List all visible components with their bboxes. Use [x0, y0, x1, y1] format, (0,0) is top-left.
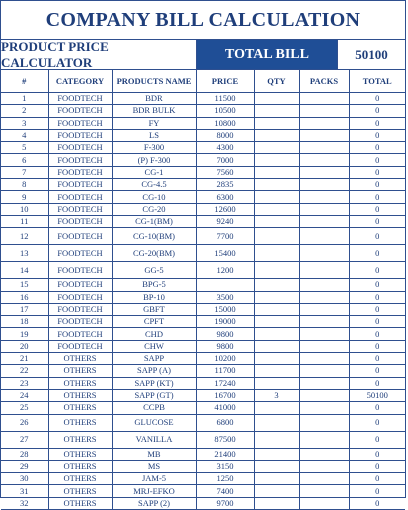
table-row: [1, 303, 405, 315]
cell-qty[interactable]: [254, 448, 299, 460]
cell-category: FOODTECH: [48, 316, 112, 328]
cell-product-name: SAPP (2): [112, 497, 196, 509]
cell-total: 50100: [349, 389, 405, 401]
cell-qty[interactable]: [254, 166, 299, 178]
cell-number: 8: [1, 179, 48, 191]
cell-product-name: LS: [112, 129, 196, 141]
cell-product-name: (P) F-300: [112, 154, 196, 166]
cell-qty[interactable]: [254, 402, 299, 414]
cell-price[interactable]: 87500: [196, 431, 254, 448]
cell-product-name: JAM-5: [112, 473, 196, 485]
cell-total: 0: [349, 402, 405, 414]
cell-total: 0: [349, 291, 405, 303]
cell-category: OTHERS: [48, 431, 112, 448]
cell-total: 0: [349, 154, 405, 166]
table-row: [1, 448, 405, 460]
product-table: [1, 70, 405, 510]
cell-qty[interactable]: [254, 279, 299, 291]
cell-packs[interactable]: [299, 485, 349, 497]
cell-qty[interactable]: 3: [254, 389, 299, 401]
cell-packs[interactable]: [299, 377, 349, 389]
cell-qty[interactable]: [254, 105, 299, 117]
cell-number: 2: [1, 105, 48, 117]
table-row: [1, 328, 405, 340]
cell-total: 0: [349, 377, 405, 389]
cell-product-name: CHD: [112, 328, 196, 340]
cell-qty[interactable]: [254, 431, 299, 448]
cell-total: 0: [349, 448, 405, 460]
cell-qty[interactable]: [254, 340, 299, 352]
cell-product-name: SAPP (KT): [112, 377, 196, 389]
cell-packs[interactable]: [299, 154, 349, 166]
cell-price[interactable]: 6300: [196, 191, 254, 203]
cell-product-name: CG-10: [112, 191, 196, 203]
cell-number: 26: [1, 414, 48, 431]
cell-packs[interactable]: [299, 105, 349, 117]
table-row: [1, 215, 405, 227]
cell-category: FOODTECH: [48, 245, 112, 262]
cell-qty[interactable]: [254, 414, 299, 431]
table-row: [1, 262, 405, 279]
cell-product-name: CG-20: [112, 203, 196, 215]
header-qty: QTY: [254, 70, 299, 93]
cell-price[interactable]: 10800: [196, 117, 254, 129]
calculator-label: PRODUCT PRICE CALCULATOR: [1, 40, 197, 69]
cell-product-name: CHW: [112, 340, 196, 352]
cell-qty[interactable]: [254, 365, 299, 377]
cell-number: 4: [1, 129, 48, 141]
cell-category: OTHERS: [48, 365, 112, 377]
cell-packs[interactable]: [299, 279, 349, 291]
cell-qty[interactable]: [254, 191, 299, 203]
cell-category: FOODTECH: [48, 340, 112, 352]
cell-price[interactable]: 2835: [196, 179, 254, 191]
table-row: [1, 460, 405, 472]
cell-price[interactable]: 17240: [196, 377, 254, 389]
cell-number: 14: [1, 262, 48, 279]
cell-price[interactable]: 15400: [196, 245, 254, 262]
cell-total: 0: [349, 228, 405, 245]
cell-price[interactable]: 19000: [196, 316, 254, 328]
cell-qty[interactable]: [254, 291, 299, 303]
cell-number: 1: [1, 93, 48, 105]
header-price: PRICE: [196, 70, 254, 93]
cell-packs[interactable]: [299, 129, 349, 141]
cell-packs[interactable]: [299, 460, 349, 472]
cell-category: OTHERS: [48, 389, 112, 401]
cell-packs[interactable]: [299, 303, 349, 315]
table-header-row: [1, 70, 405, 93]
cell-category: OTHERS: [48, 377, 112, 389]
cell-qty[interactable]: [254, 377, 299, 389]
cell-number: 9: [1, 191, 48, 203]
cell-price[interactable]: [196, 279, 254, 291]
cell-qty[interactable]: [254, 497, 299, 509]
table-row: [1, 179, 405, 191]
cell-number: 20: [1, 340, 48, 352]
cell-category: OTHERS: [48, 485, 112, 497]
header-packs: PACKS: [299, 70, 349, 93]
cell-packs[interactable]: [299, 228, 349, 245]
cell-packs[interactable]: [299, 215, 349, 227]
cell-number: 16: [1, 291, 48, 303]
cell-packs[interactable]: [299, 179, 349, 191]
cell-packs[interactable]: [299, 365, 349, 377]
cell-packs[interactable]: [299, 414, 349, 431]
cell-product-name: CG-10(BM): [112, 228, 196, 245]
cell-qty[interactable]: [254, 485, 299, 497]
cell-category: FOODTECH: [48, 262, 112, 279]
cell-price[interactable]: 10500: [196, 105, 254, 117]
cell-total: 0: [349, 262, 405, 279]
cell-number: 11: [1, 215, 48, 227]
cell-number: 25: [1, 402, 48, 414]
cell-number: 28: [1, 448, 48, 460]
header-total: TOTAL: [349, 70, 405, 93]
cell-packs[interactable]: [299, 117, 349, 129]
cell-price[interactable]: 8000: [196, 129, 254, 141]
cell-qty[interactable]: [254, 460, 299, 472]
cell-number: 5: [1, 142, 48, 154]
table-row: [1, 402, 405, 414]
cell-product-name: CPFT: [112, 316, 196, 328]
cell-category: OTHERS: [48, 497, 112, 509]
cell-qty[interactable]: [254, 262, 299, 279]
cell-product-name: SAPP: [112, 353, 196, 365]
cell-qty[interactable]: [254, 142, 299, 154]
table-row: [1, 166, 405, 178]
cell-packs[interactable]: [299, 245, 349, 262]
summary-bar: [1, 40, 405, 70]
cell-category: FOODTECH: [48, 279, 112, 291]
cell-category: FOODTECH: [48, 291, 112, 303]
cell-product-name: VANILLA: [112, 431, 196, 448]
cell-packs[interactable]: [299, 431, 349, 448]
cell-number: 7: [1, 166, 48, 178]
cell-total: 0: [349, 473, 405, 485]
cell-total: 0: [349, 414, 405, 431]
table-row: [1, 365, 405, 377]
cell-total: 0: [349, 215, 405, 227]
cell-product-name: CCPB: [112, 402, 196, 414]
cell-category: OTHERS: [48, 353, 112, 365]
table-row: [1, 473, 405, 485]
cell-price[interactable]: 7400: [196, 485, 254, 497]
cell-price[interactable]: 3500: [196, 291, 254, 303]
cell-category: FOODTECH: [48, 228, 112, 245]
cell-category: FOODTECH: [48, 215, 112, 227]
cell-product-name: CG-1: [112, 166, 196, 178]
table-row: [1, 485, 405, 497]
table-row: [1, 105, 405, 117]
total-bill-label: TOTAL BILL: [197, 40, 337, 69]
cell-product-name: BP-10: [112, 291, 196, 303]
table-row: [1, 117, 405, 129]
cell-product-name: CG-4.5: [112, 179, 196, 191]
table-row: [1, 316, 405, 328]
cell-price[interactable]: 4300: [196, 142, 254, 154]
cell-qty[interactable]: [254, 93, 299, 105]
cell-category: FOODTECH: [48, 191, 112, 203]
cell-number: 31: [1, 485, 48, 497]
cell-packs[interactable]: [299, 191, 349, 203]
cell-product-name: SAPP (A): [112, 365, 196, 377]
cell-product-name: MB: [112, 448, 196, 460]
cell-qty[interactable]: [254, 179, 299, 191]
table-row: [1, 431, 405, 448]
cell-packs[interactable]: [299, 166, 349, 178]
cell-category: FOODTECH: [48, 179, 112, 191]
cell-category: FOODTECH: [48, 142, 112, 154]
cell-number: 12: [1, 228, 48, 245]
cell-packs[interactable]: [299, 262, 349, 279]
cell-packs[interactable]: [299, 328, 349, 340]
cell-packs[interactable]: [299, 142, 349, 154]
cell-number: 24: [1, 389, 48, 401]
cell-category: FOODTECH: [48, 129, 112, 141]
cell-packs[interactable]: [299, 402, 349, 414]
cell-category: OTHERS: [48, 448, 112, 460]
cell-price[interactable]: 9800: [196, 328, 254, 340]
cell-total: 0: [349, 203, 405, 215]
cell-category: FOODTECH: [48, 328, 112, 340]
cell-price[interactable]: 1250: [196, 473, 254, 485]
cell-number: 15: [1, 279, 48, 291]
table-row: [1, 93, 405, 105]
cell-price[interactable]: 11700: [196, 365, 254, 377]
cell-price[interactable]: 12600: [196, 203, 254, 215]
cell-price[interactable]: 7000: [196, 154, 254, 166]
cell-total: 0: [349, 431, 405, 448]
cell-qty[interactable]: [254, 117, 299, 129]
cell-packs[interactable]: [299, 473, 349, 485]
header-product-name: PRODUCTS NAME: [112, 70, 196, 93]
cell-number: 3: [1, 117, 48, 129]
cell-category: FOODTECH: [48, 117, 112, 129]
cell-price[interactable]: 10200: [196, 353, 254, 365]
cell-price[interactable]: 9240: [196, 215, 254, 227]
cell-price[interactable]: 16700: [196, 389, 254, 401]
cell-total: 0: [349, 93, 405, 105]
table-row: [1, 377, 405, 389]
cell-number: 13: [1, 245, 48, 262]
table-body: [1, 93, 405, 510]
cell-category: FOODTECH: [48, 154, 112, 166]
cell-product-name: CG-20(BM): [112, 245, 196, 262]
table-row: [1, 203, 405, 215]
cell-qty[interactable]: [254, 473, 299, 485]
cell-category: OTHERS: [48, 414, 112, 431]
header-category: CATEGORY: [48, 70, 112, 93]
cell-number: 29: [1, 460, 48, 472]
cell-packs[interactable]: [299, 448, 349, 460]
cell-number: 23: [1, 377, 48, 389]
cell-number: 6: [1, 154, 48, 166]
cell-product-name: MRJ-EFKO: [112, 485, 196, 497]
cell-number: 22: [1, 365, 48, 377]
cell-price[interactable]: 9800: [196, 340, 254, 352]
cell-total: 0: [349, 105, 405, 117]
cell-total: 0: [349, 303, 405, 315]
cell-qty[interactable]: [254, 154, 299, 166]
cell-total: 0: [349, 485, 405, 497]
cell-price[interactable]: 15000: [196, 303, 254, 315]
cell-qty[interactable]: [254, 203, 299, 215]
cell-number: 18: [1, 316, 48, 328]
table-row: [1, 291, 405, 303]
cell-qty[interactable]: [254, 353, 299, 365]
cell-product-name: BPG-5: [112, 279, 196, 291]
cell-price[interactable]: 41000: [196, 402, 254, 414]
cell-product-name: GG-5: [112, 262, 196, 279]
cell-category: OTHERS: [48, 460, 112, 472]
cell-packs[interactable]: [299, 497, 349, 509]
cell-number: 10: [1, 203, 48, 215]
cell-category: OTHERS: [48, 402, 112, 414]
cell-number: 17: [1, 303, 48, 315]
cell-category: FOODTECH: [48, 203, 112, 215]
cell-packs[interactable]: [299, 203, 349, 215]
cell-total: 0: [349, 191, 405, 203]
table-row: [1, 353, 405, 365]
header-number: #: [1, 70, 48, 93]
cell-product-name: MS: [112, 460, 196, 472]
cell-packs[interactable]: [299, 353, 349, 365]
cell-qty[interactable]: [254, 245, 299, 262]
table-row: [1, 414, 405, 431]
cell-price[interactable]: 9700: [196, 497, 254, 509]
cell-number: 27: [1, 431, 48, 448]
table-row: [1, 129, 405, 141]
cell-product-name: GBFT: [112, 303, 196, 315]
cell-category: FOODTECH: [48, 303, 112, 315]
cell-price[interactable]: 3150: [196, 460, 254, 472]
cell-qty[interactable]: [254, 316, 299, 328]
cell-category: FOODTECH: [48, 93, 112, 105]
cell-qty[interactable]: [254, 215, 299, 227]
cell-price[interactable]: 6800: [196, 414, 254, 431]
cell-number: 19: [1, 328, 48, 340]
cell-total: 0: [349, 166, 405, 178]
table-row: [1, 191, 405, 203]
cell-product-name: BDR: [112, 93, 196, 105]
cell-total: 0: [349, 316, 405, 328]
cell-total: 0: [349, 129, 405, 141]
cell-total: 0: [349, 353, 405, 365]
cell-price[interactable]: 21400: [196, 448, 254, 460]
cell-price[interactable]: 7700: [196, 228, 254, 245]
table-row: [1, 228, 405, 245]
cell-category: OTHERS: [48, 473, 112, 485]
table-row: [1, 245, 405, 262]
cell-qty[interactable]: [254, 303, 299, 315]
cell-category: FOODTECH: [48, 166, 112, 178]
cell-number: 21: [1, 353, 48, 365]
cell-product-name: BDR BULK: [112, 105, 196, 117]
cell-total: 0: [349, 279, 405, 291]
cell-price[interactable]: 1200: [196, 262, 254, 279]
cell-total: 0: [349, 142, 405, 154]
cell-total: 0: [349, 365, 405, 377]
cell-total: 0: [349, 497, 405, 509]
table-row: [1, 142, 405, 154]
cell-total: 0: [349, 328, 405, 340]
cell-total: 0: [349, 245, 405, 262]
cell-number: 30: [1, 473, 48, 485]
table-row: [1, 154, 405, 166]
cell-total: 0: [349, 460, 405, 472]
total-bill-value: 50100: [337, 40, 405, 69]
cell-price[interactable]: 11500: [196, 93, 254, 105]
table-row: [1, 340, 405, 352]
cell-total: 0: [349, 340, 405, 352]
table-row: [1, 389, 405, 401]
cell-packs[interactable]: [299, 291, 349, 303]
table-row: [1, 497, 405, 509]
cell-packs[interactable]: [299, 93, 349, 105]
page-title: COMPANY BILL CALCULATION: [1, 1, 405, 40]
cell-product-name: SAPP (GT): [112, 389, 196, 401]
cell-packs[interactable]: [299, 316, 349, 328]
cell-total: 0: [349, 117, 405, 129]
cell-qty[interactable]: [254, 129, 299, 141]
cell-qty[interactable]: [254, 328, 299, 340]
cell-category: FOODTECH: [48, 105, 112, 117]
cell-packs[interactable]: [299, 340, 349, 352]
cell-packs[interactable]: [299, 389, 349, 401]
cell-product-name: F-300: [112, 142, 196, 154]
cell-qty[interactable]: [254, 228, 299, 245]
cell-price[interactable]: 7560: [196, 166, 254, 178]
table-row: [1, 279, 405, 291]
cell-number: 32: [1, 497, 48, 509]
cell-total: 0: [349, 179, 405, 191]
cell-product-name: GLUCOSE: [112, 414, 196, 431]
cell-product-name: CG-1(BM): [112, 215, 196, 227]
cell-product-name: FY: [112, 117, 196, 129]
